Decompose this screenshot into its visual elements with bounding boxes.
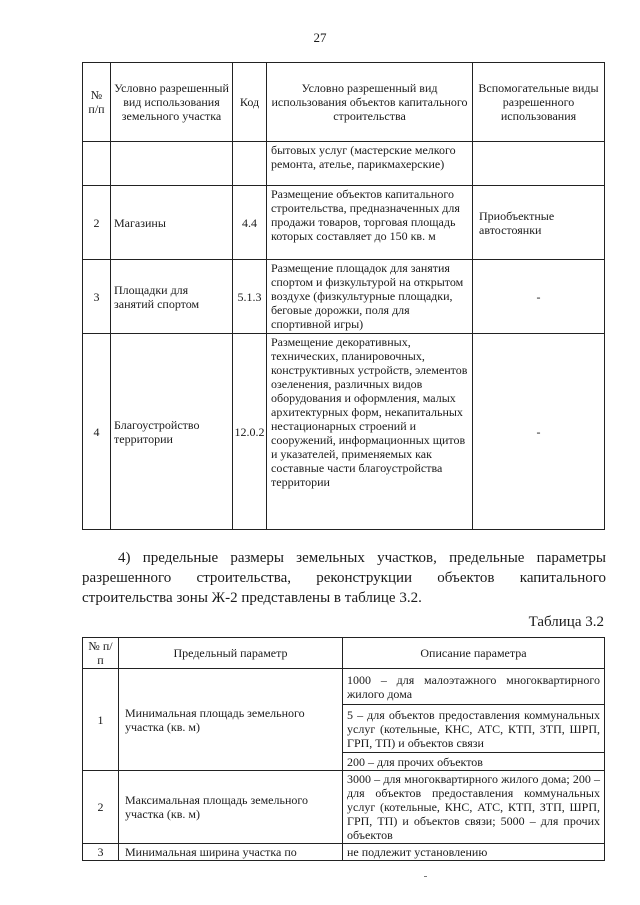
- row-num: [83, 142, 111, 186]
- table-row: [83, 844, 605, 861]
- row-aux-use: Приобъектные автостоянки: [473, 186, 605, 260]
- table-caption: Таблица 3.2: [528, 614, 604, 630]
- table-row: [83, 260, 605, 334]
- table-row: [83, 771, 605, 844]
- row-parameter: Минимальная ширина участка по: [119, 844, 343, 861]
- header-parameter: Предельный параметр: [119, 638, 343, 669]
- row-capital-use: Размещение декоративных, технических, планировочных, конструктивных устройств, элементов озеленения, различных видов оборудования и оформления, малых архитектурных форм, некапитальных нестационарных строений и сооружений, информационных щитов и указателей, применяемых как составные части благоустройства территории: [267, 334, 473, 530]
- body-paragraph: 4) предельные размеры земельных участков, предельные параметры разрешенного строительства, реконструкции объектов капитального строительства зоны Ж-2 представлены в таблице 3.2.: [82, 550, 606, 606]
- table-header-row: [83, 63, 605, 142]
- row-code: [233, 142, 267, 186]
- table-row: [83, 669, 605, 705]
- table-header-row: [83, 638, 605, 669]
- row-capital-use: бытовых услуг (мастерские мелкого ремонта, ателье, парикмахерские): [267, 142, 473, 186]
- header-num: № п/п: [83, 638, 119, 669]
- header-aux-use: Вспомогательные виды разрешенного использования: [473, 63, 605, 142]
- row-num: 2: [83, 186, 111, 260]
- row-value: 200 – для прочих объектов: [343, 753, 605, 771]
- row-num: 1: [83, 669, 119, 771]
- table-row: [83, 334, 605, 530]
- row-num: 3: [83, 844, 119, 861]
- page-number: 27: [313, 30, 327, 45]
- row-parameter: Минимальная площадь земельного участка (кв. м): [119, 669, 343, 771]
- permitted-use-table: [82, 62, 605, 530]
- header-num: № п/п: [83, 63, 111, 142]
- row-num: 4: [83, 334, 111, 530]
- row-num: 3: [83, 260, 111, 334]
- row-capital-use: Размещение объектов капитального строительства, предназначенных для продажи товаров, торговая площадь которых составляет до 150 кв. м: [267, 186, 473, 260]
- row-value: не подлежит установлению: [343, 844, 605, 861]
- header-capital-use: Условно разрешенный вид использования объектов капитального строительства: [267, 63, 473, 142]
- row-land-use: Благоустройство территории: [111, 334, 233, 530]
- row-value: 5 – для объектов предоставления коммунальных услуг (котельные, КНС, АТС, КТП, ЗТП, ШРП, ГРП, ТП) и объектов связи: [343, 705, 605, 753]
- row-parameter: Максимальная площадь земельного участка (кв. м): [119, 771, 343, 844]
- row-land-use: [111, 142, 233, 186]
- row-value: 3000 – для многоквартирного жилого дома; 200 – для объектов предоставления коммунальных услуг (котельные, КНС, АТС, КТП, ЗТП, ШРП, ГРП, ТП) и объектов связи; 5000 – для прочих объектов: [343, 771, 605, 844]
- row-capital-use: Размещение площадок для занятия спортом и физкультурой на открытом воздухе (физкультурные площадки, беговые дорожки, поля для спортивной игры): [267, 260, 473, 334]
- row-land-use: Магазины: [111, 186, 233, 260]
- row-num: 2: [83, 771, 119, 844]
- table-row: [83, 142, 605, 186]
- row-code: 5.1.3: [233, 260, 267, 334]
- row-code: 4.4: [233, 186, 267, 260]
- row-code: 12.0.2: [233, 334, 267, 530]
- row-aux-use: -: [473, 260, 605, 334]
- row-land-use: Площадки для занятий спортом: [111, 260, 233, 334]
- header-land-use: Условно разрешенный вид использования земельного участка: [111, 63, 233, 142]
- row-aux-use: -: [473, 334, 605, 530]
- header-code: Код: [233, 63, 267, 142]
- row-value: 1000 – для малоэтажного многоквартирного жилого дома: [343, 669, 605, 705]
- header-description: Описание параметра: [343, 638, 605, 669]
- table-row: [83, 186, 605, 260]
- limit-parameters-table: [82, 637, 605, 861]
- scan-mark: [424, 876, 427, 877]
- row-aux-use: [473, 142, 605, 186]
